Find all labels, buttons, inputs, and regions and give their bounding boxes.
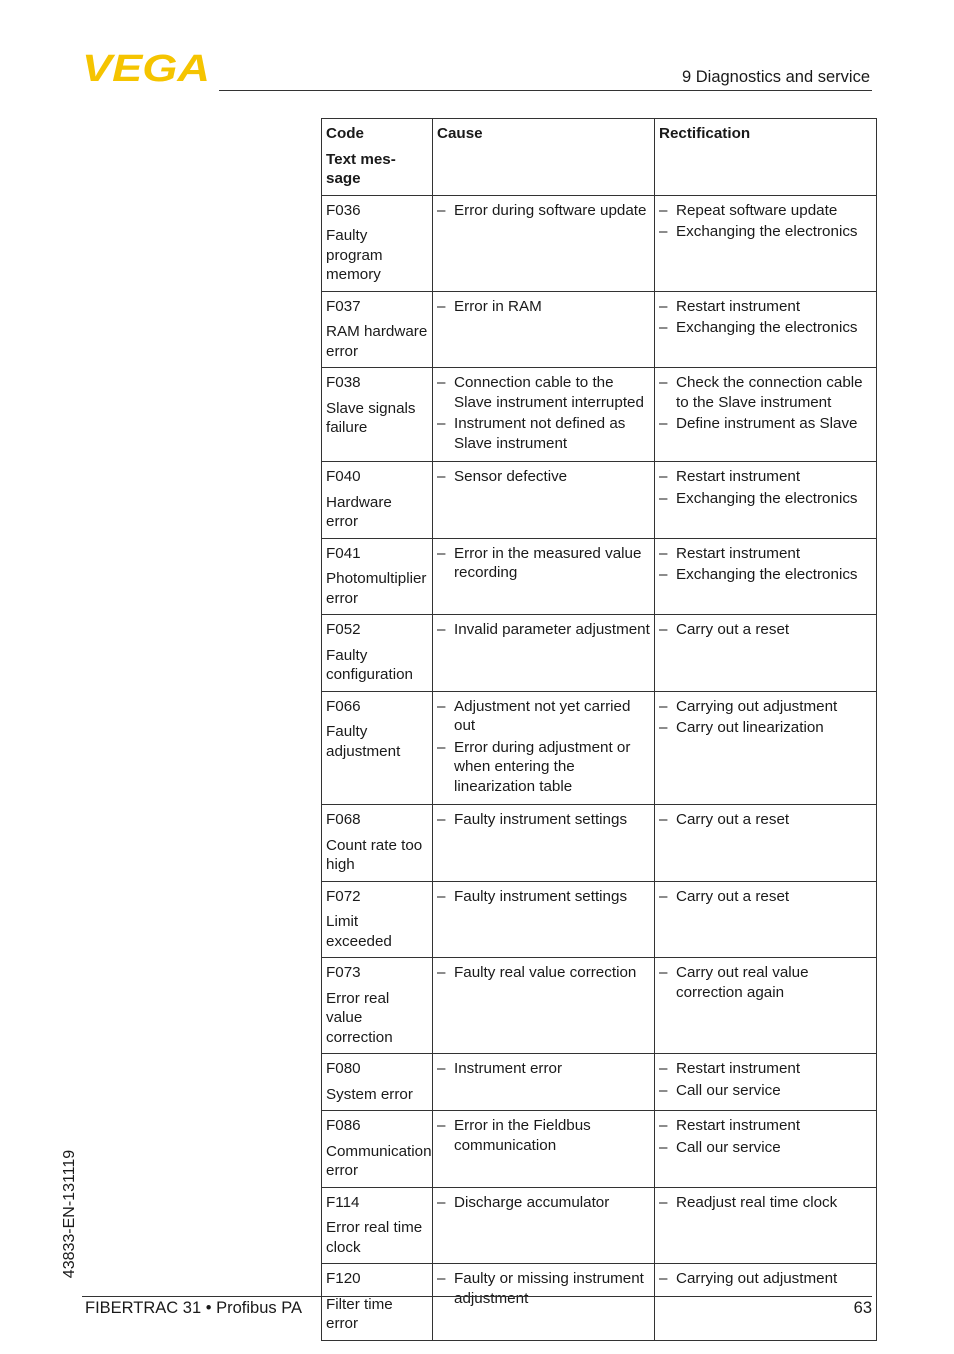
code-cell (322, 462, 433, 539)
error-text-message: Faulty program memory (326, 227, 383, 283)
rectification-item: – Exchanging the electronics (659, 489, 872, 509)
error-text-message: Error real value correction (326, 989, 393, 1046)
error-text-message: Limit exceeded (326, 913, 392, 950)
code-cell (322, 958, 433, 1054)
cause-list (437, 810, 650, 830)
rectification-list (659, 1116, 872, 1157)
code-cell (322, 538, 433, 615)
footer-divider (82, 1296, 872, 1297)
cause-item: – Faulty instrument settings (437, 887, 650, 907)
rectification-item: – Carry out a reset (659, 887, 872, 907)
code-cell (322, 805, 433, 882)
cause-list (437, 1193, 650, 1213)
error-text-message: Faulty adjustment (326, 723, 401, 760)
rectification-item: – Check the connection cable to the Slave instrument (659, 373, 872, 412)
code-cell (322, 195, 433, 291)
rectification-item: – Exchanging the electronics (659, 318, 872, 338)
table-row (322, 1054, 877, 1111)
rectification-item: – Restart instrument (659, 544, 872, 564)
rectification-item: – Carrying out adjustment (659, 1269, 872, 1289)
footer-product: FIBERTRAC 31 • Profibus PA (85, 1299, 302, 1317)
cause-item: – Adjustment not yet carried out (437, 697, 650, 736)
code-cell (322, 368, 433, 462)
cause-item: – Connection cable to the Slave instrument interrupted (437, 373, 650, 412)
cause-cell (433, 1054, 655, 1111)
header-code: Code (326, 125, 364, 142)
cause-list (437, 1116, 650, 1155)
rectification-cell (655, 538, 877, 615)
error-code: F036 (326, 201, 361, 219)
rectification-cell (655, 691, 877, 805)
cause-item: – Sensor defective (437, 467, 650, 487)
rectification-item: – Restart instrument (659, 467, 872, 487)
rectification-item: – Carrying out adjustment (659, 697, 872, 717)
rectification-list (659, 1059, 872, 1100)
table-row (322, 368, 877, 462)
error-code: F041 (326, 544, 361, 562)
rectification-cell (655, 1054, 877, 1111)
table-row (322, 462, 877, 539)
cause-cell (433, 1264, 655, 1341)
error-code: F120 (326, 1270, 361, 1287)
error-text-message: Filter time error (326, 1295, 393, 1332)
rectification-list (659, 297, 872, 338)
error-text-message: Error real time clock (326, 1219, 423, 1256)
cause-item: – Error in the Fieldbus communication (437, 1116, 650, 1155)
rectification-cell (655, 195, 877, 291)
cause-list (437, 1059, 650, 1079)
rectification-cell (655, 368, 877, 462)
vega-logo-graphic (82, 52, 212, 82)
cause-cell (433, 291, 655, 368)
error-code: F040 (326, 468, 361, 485)
cause-item: – Error in the measured value recording (437, 544, 650, 583)
error-text-message: Photomultiplier error (326, 570, 427, 607)
rectification-item: – Carry out a reset (659, 810, 872, 830)
cause-item: – Instrument error (437, 1059, 650, 1079)
header-divider (219, 90, 872, 91)
error-code: F073 (326, 964, 361, 981)
error-text-message: Communication error (326, 1142, 432, 1179)
cause-list (437, 297, 650, 317)
rectification-list (659, 810, 872, 830)
header-cause: Cause (433, 119, 655, 196)
header-text-message: Text mes-sage (326, 150, 396, 187)
rectification-list (659, 697, 872, 738)
section-title: 9 Diagnostics and service (681, 68, 870, 86)
cause-list (437, 544, 650, 583)
cause-item: – Discharge accumulator (437, 1193, 650, 1213)
table-header-row (322, 119, 877, 196)
rectification-list (659, 1269, 872, 1289)
cause-cell (433, 462, 655, 539)
rectification-cell (655, 1111, 877, 1188)
cause-list (437, 1269, 650, 1308)
page-number: 63 (853, 1299, 872, 1317)
cause-cell (433, 691, 655, 805)
error-text-message: Hardware error (326, 493, 392, 530)
code-cell (322, 1264, 433, 1341)
cause-cell (433, 615, 655, 692)
rectification-item: – Restart instrument (659, 1059, 872, 1079)
header-rectification: Rectification (655, 119, 877, 196)
table-row (322, 615, 877, 692)
table-row (322, 1187, 877, 1264)
table-body (322, 195, 877, 1340)
rectification-cell (655, 1264, 877, 1341)
cause-list (437, 963, 650, 983)
error-text-message: Slave signals failure (326, 399, 416, 436)
rectification-list (659, 1193, 872, 1213)
rectification-item: – Call our service (659, 1081, 872, 1101)
rectification-item: – Exchanging the electronics (659, 222, 872, 242)
cause-cell (433, 195, 655, 291)
error-text-message: Faulty configuration (326, 646, 413, 683)
cause-cell (433, 538, 655, 615)
error-code: F038 (326, 374, 361, 391)
rectification-cell (655, 1187, 877, 1264)
cause-item: – Faulty or missing instrument adjustment (437, 1269, 650, 1308)
rectification-item: – Carry out linearization (659, 718, 872, 738)
error-code: F114 (326, 1193, 360, 1211)
rectification-list (659, 963, 872, 1002)
rectification-item: – Restart instrument (659, 297, 872, 317)
document-code: 43833-EN-131119 (61, 1149, 78, 1279)
cause-item: – Faulty real value correction (437, 963, 650, 983)
code-cell (322, 881, 433, 958)
vega-logo-text: VEGA (82, 52, 210, 82)
error-code: F072 (326, 887, 361, 905)
rectification-item: – Restart instrument (659, 1116, 872, 1136)
error-code: F068 (326, 811, 361, 828)
table-row (322, 1264, 877, 1341)
error-text-message: System error (326, 1085, 413, 1103)
rectification-list (659, 887, 872, 907)
rectification-item: – Carry out a reset (659, 620, 872, 640)
cause-item: – Error during software update (437, 201, 650, 221)
code-cell (322, 1054, 433, 1111)
rectification-list (659, 373, 872, 434)
cause-item: – Instrument not defined as Slave instrument (437, 414, 650, 453)
rectification-cell (655, 615, 877, 692)
header-code-cell (322, 119, 433, 196)
rectification-cell (655, 805, 877, 882)
cause-list (437, 887, 650, 907)
table-row (322, 881, 877, 958)
cause-cell (433, 958, 655, 1054)
table-row (322, 691, 877, 805)
rectification-item: – Carry out real value correction again (659, 963, 872, 1002)
cause-item: – Error in RAM (437, 297, 650, 317)
code-cell (322, 291, 433, 368)
error-text-message: Count rate too high (326, 836, 423, 873)
cause-item: – Faulty instrument settings (437, 810, 650, 830)
rectification-item: – Define instrument as Slave (659, 414, 872, 434)
rectification-list (659, 544, 872, 585)
error-code: F086 (326, 1117, 361, 1134)
cause-cell (433, 881, 655, 958)
rectification-item: – Call our service (659, 1138, 872, 1158)
error-text-message: RAM hardware error (326, 323, 428, 360)
code-cell (322, 1111, 433, 1188)
table-row (322, 195, 877, 291)
error-code: F066 (326, 697, 361, 715)
code-cell (322, 1187, 433, 1264)
rectification-list (659, 467, 872, 508)
cause-list (437, 201, 650, 221)
cause-list (437, 620, 650, 640)
cause-cell (433, 1187, 655, 1264)
cause-list (437, 373, 650, 453)
cause-cell (433, 368, 655, 462)
code-cell (322, 615, 433, 692)
cause-list (437, 697, 650, 797)
rectification-item: – Repeat software update (659, 201, 872, 221)
table-row (322, 291, 877, 368)
table-row (322, 538, 877, 615)
code-cell (322, 691, 433, 805)
cause-cell (433, 805, 655, 882)
rectification-cell (655, 881, 877, 958)
diagnostics-table (321, 118, 877, 1341)
rectification-item: – Readjust real time clock (659, 1193, 872, 1213)
cause-list (437, 467, 650, 487)
cause-item: – Error during adjustment or when entering the linearization table (437, 738, 650, 797)
table-row (322, 805, 877, 882)
table-row (322, 958, 877, 1054)
rectification-list (659, 201, 872, 242)
cause-cell (433, 1111, 655, 1188)
rectification-item: – Exchanging the electronics (659, 565, 872, 585)
rectification-cell (655, 462, 877, 539)
rectification-cell (655, 291, 877, 368)
error-code: F052 (326, 621, 361, 638)
vega-logo (82, 52, 212, 82)
cause-item: – Invalid parameter adjustment (437, 620, 650, 640)
error-code: F037 (326, 297, 361, 315)
rectification-list (659, 620, 872, 640)
rectification-cell (655, 958, 877, 1054)
table-row (322, 1111, 877, 1188)
error-code: F080 (326, 1060, 361, 1077)
